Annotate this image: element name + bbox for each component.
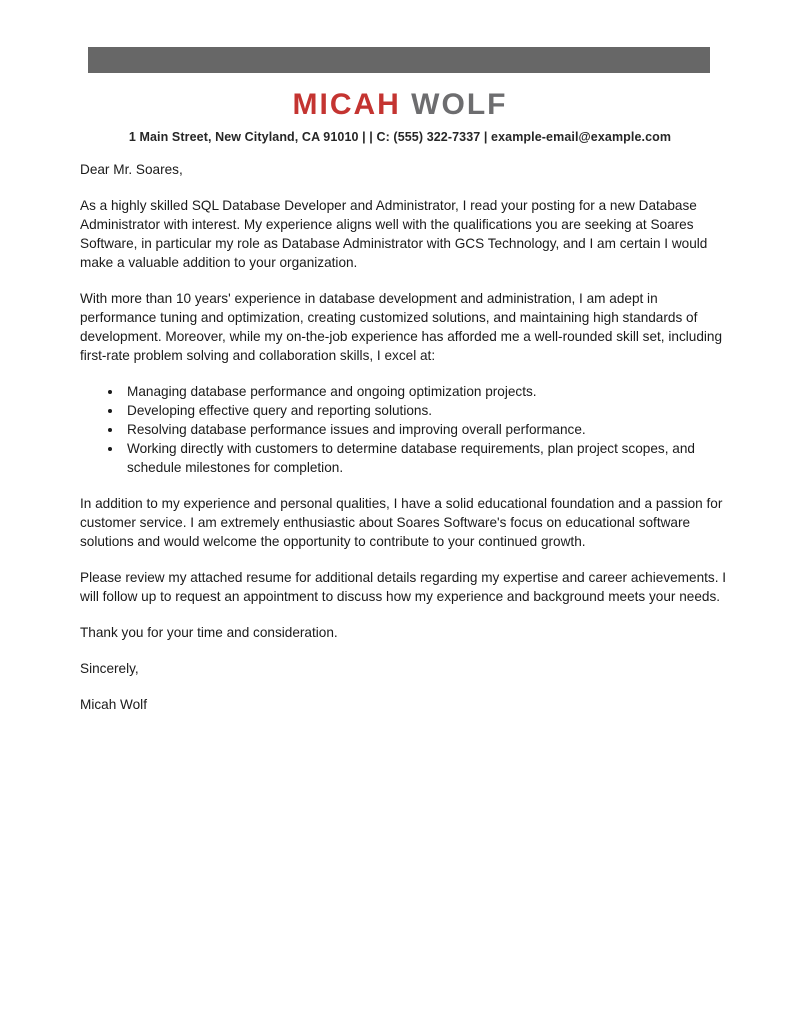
letter-body xyxy=(80,160,728,714)
thank-you-line: Thank you for your time and consideration. xyxy=(80,625,338,640)
bullet-item: • Developing effective query and reporting solutions. xyxy=(123,401,728,420)
bullet-item: • Managing database performance and ongoing optimization projects. xyxy=(123,382,728,401)
paragraph-resume: Please review my attached resume for additional details regarding my expertise and career achievements. I will follow up to request an appointment to discuss how my experience and background meets your needs. xyxy=(80,570,727,604)
closing-line: Sincerely, xyxy=(80,661,139,676)
paragraph-intro: As a highly skilled SQL Database Developer and Administrator, I read your posting for a new Database Administrator with interest. My experience aligns well with the qualifications you are seeking at Soares Software, in particular my role as Database Administrator with GCS Technology, and I am certain I would make a valuable addition to your organization. xyxy=(80,198,708,270)
paragraph-education: In addition to my experience and personal qualities, I have a solid educational foundation and a passion for customer service. I am extremely enthusiastic about Soares Software's focus on educational software solutions and would welcome the opportunity to contribute to your continued growth. xyxy=(80,496,723,549)
bullet-item: • Working directly with customers to determine database requirements, plan project scopes, and schedule milestones for completion. xyxy=(123,439,728,477)
applicant-last-name: WOLF xyxy=(411,88,508,121)
applicant-first-name: MICAH xyxy=(292,88,401,121)
skills-bullet-list xyxy=(80,382,728,477)
bullet-item: • Resolving database performance issues and improving overall performance. xyxy=(123,420,728,439)
signature-name: Micah Wolf xyxy=(80,697,147,712)
contact-info: 1 Main Street, New Cityland, CA 91010 | | C: (555) 322-7337 | example-email@example.com xyxy=(128,130,672,144)
paragraph-experience: With more than 10 years' experience in database development and administration, I am adept in performance tuning and optimization, creating customized solutions, and maintaining high standards of development. Moreover, while my on-the-job experience has afforded me a well-rounded skill set, including first-rate problem solving and collaboration skills, I excel at: xyxy=(80,291,723,363)
header-accent-bar xyxy=(88,47,710,73)
applicant-name xyxy=(0,88,800,121)
salutation: Dear Mr. Soares, xyxy=(80,162,183,177)
